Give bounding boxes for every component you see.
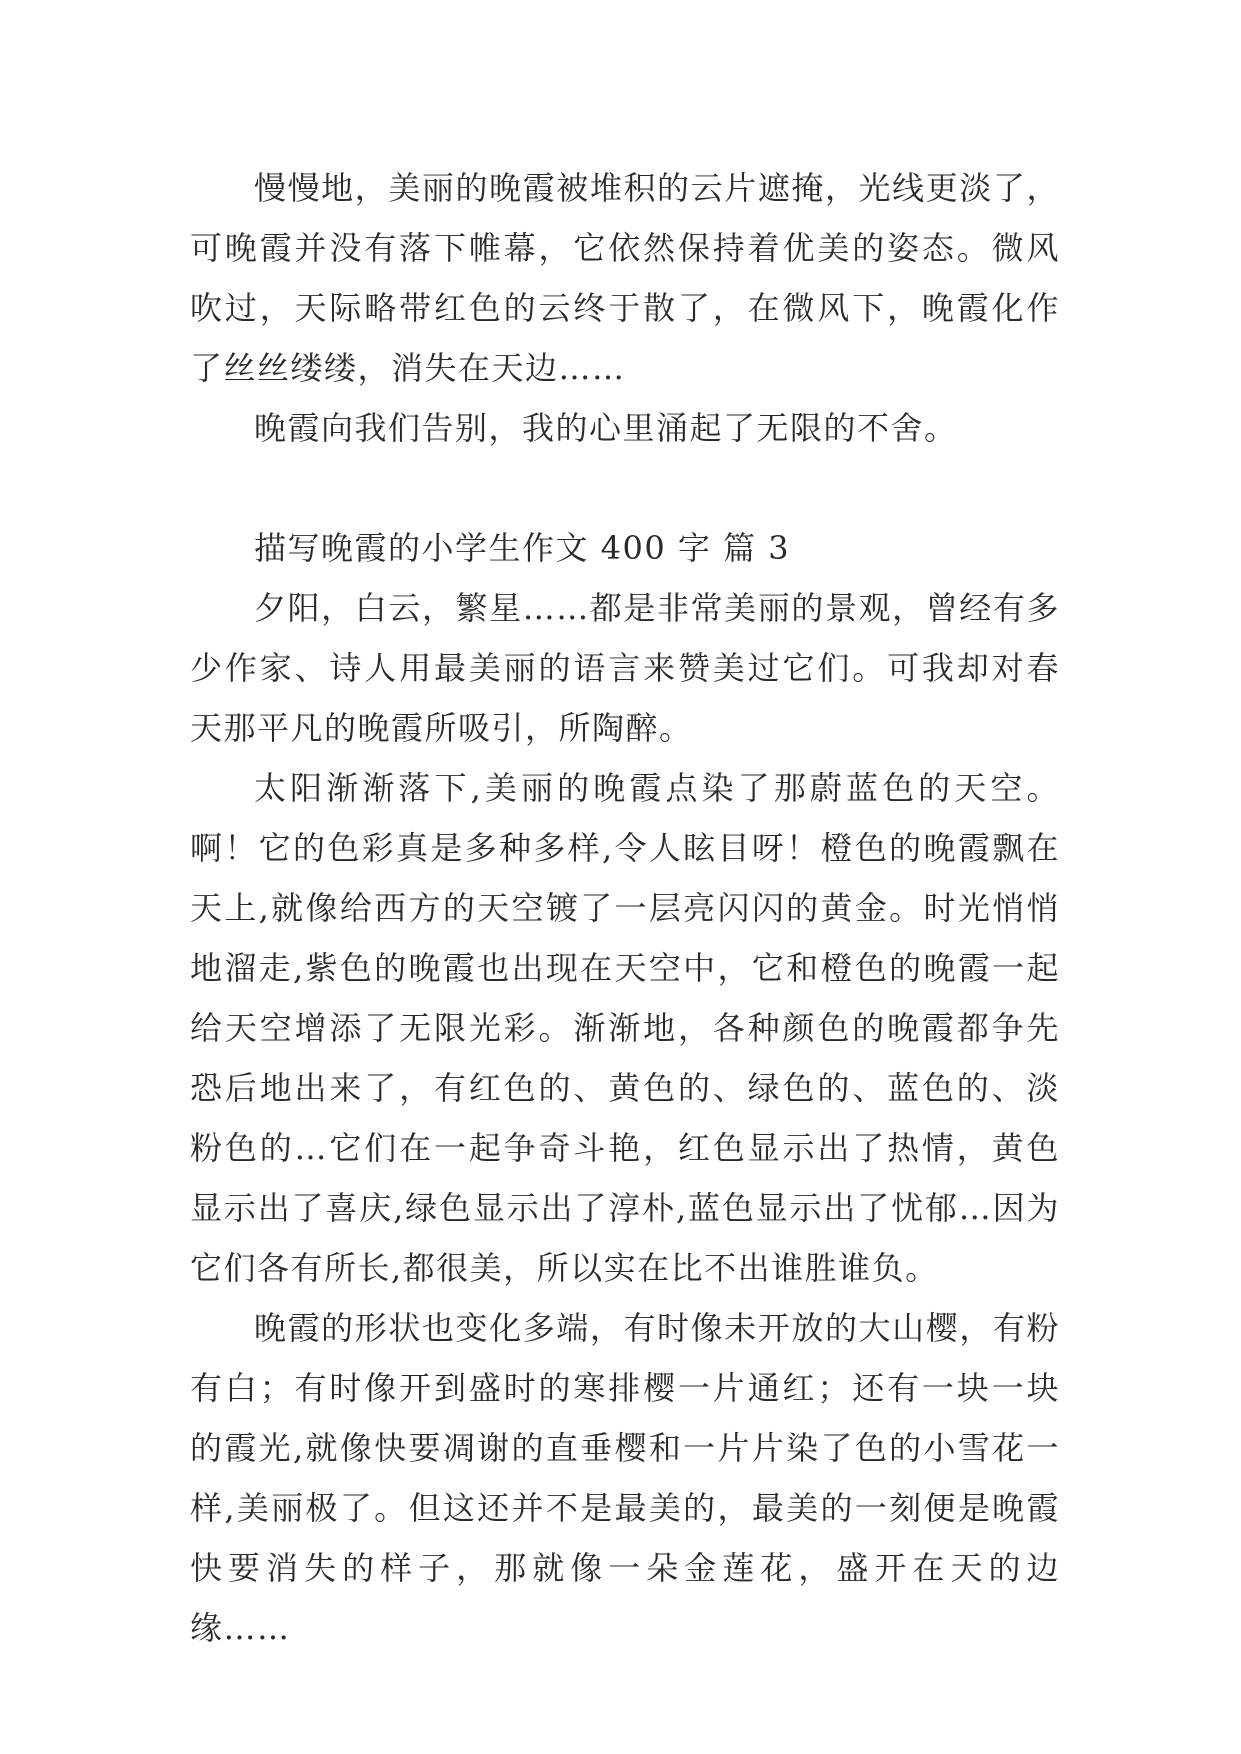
paragraph-colors: 太阳渐渐落下,美丽的晚霞点染了那蔚蓝色的天空。啊！它的色彩真是多种多样,令人眩目呀！橙色的晚霞飘在天上,就像给西方的天空镀了一层亮闪闪的黄金。时光悄悄地溜走,紫色的晚霞也出现在天空中，它和橙色的晚霞一起给天空增添了无限光彩。渐渐地，各种颜色的晚霞都争先恐后地出来了，有红色的、黄色的、绿色的、蓝色的、淡粉色的…它们在一起争奇斗艳，红色显示出了热情，黄色显示出了喜庆,绿色显示出了淳朴,蓝色显示出了忧郁…因为它们各有所长,都很美，所以实在比不出谁胜谁负。: [190, 769, 1060, 1287]
paragraph-farewell: 晚霞向我们告别，我的心里涌起了无限的不舍。: [254, 409, 958, 447]
section-heading: 描写晚霞的小学生作文 400 字 篇 3: [254, 529, 791, 567]
document-body: [190, 158, 1060, 1658]
section-spacer: [190, 458, 1060, 518]
paragraph-shapes: 晚霞的形状也变化多端，有时像未开放的大山樱，有粉有白；有时像开到盛时的寒排樱一片通红；还有一块一块的霞光,就像快要凋谢的直垂樱和一片片染了色的小雪花一样,美丽极了。但这还并不是最美的，最美的一刻便是晚霞快要消失的样子，那就像一朵金莲花，盛开在天的边缘……: [190, 1309, 1060, 1647]
paragraph-intro: 夕阳，白云，繁星……都是非常美丽的景观，曾经有多少作家、诗人用最美丽的语言来赞美过它们。可我却对春天那平凡的晚霞所吸引，所陶醉。: [190, 589, 1060, 747]
paragraph-dusk-fading: 慢慢地，美丽的晚霞被堆积的云片遮掩，光线更淡了，可晚霞并没有落下帷幕，它依然保持着优美的姿态。微风吹过，天际略带红色的云终于散了，在微风下，晚霞化作了丝丝缕缕，消失在天边……: [190, 169, 1060, 387]
